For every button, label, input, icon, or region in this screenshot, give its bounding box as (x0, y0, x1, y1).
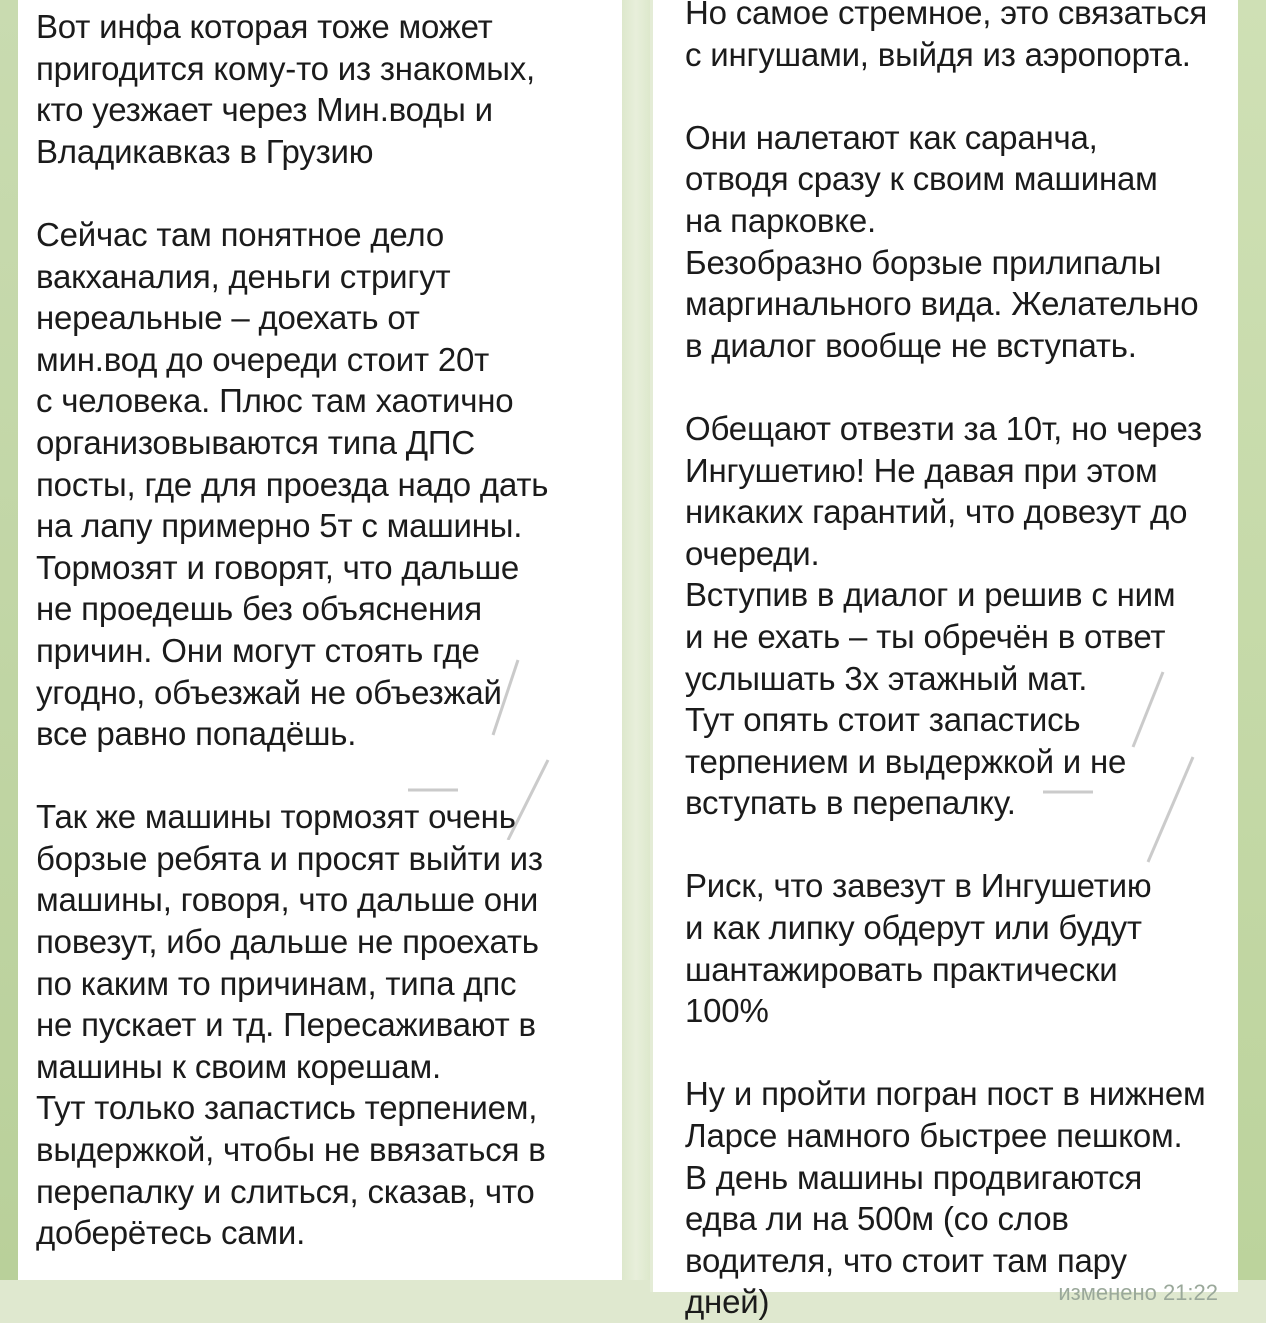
message-paragraph: Сейчас там понятное дело вакханалия, деньги стригут нереальные – доехать от мин.вод до очереди стоит 20т с человека. Плюс там хаотично организовываются типа ДПС посты, где для проезда надо дать на лапу примерно 5т с машины. Тормозят и говорят, что дальше не проедешь без объяснения причин. Они могут стоять где угодно, объезжай не объезжай все равно попадёшь. (36, 215, 549, 753)
message-paragraph: Вот инфа которая тоже может пригодится кому-то из знакомых, кто уезжает через Мин.воды и Владикавказ в Грузию (36, 8, 536, 170)
message-paragraph: Так же машины тормозят очень борзые ребята и просят выйти из машины, говоря, что дальше они повезут, ибо дальше не проехать по каким то причинам, типа дпс не пускает и тд. Пересаживают в машины к своим корешам. Тут только запастись терпением, выдержкой, чтобы не ввязаться в перепалку и слиться, сказав, что доберётесь сами. (36, 798, 546, 1252)
message-edited-timestamp: изменено 21:22 (1058, 1280, 1218, 1305)
message-paragraph: Риск, что завезут в Ингушетию и как липку обдерут или будут шантажировать практически 100% (685, 867, 1152, 1030)
message-paragraph: Но самое стремное, это связаться с ингушами, выйдя из аэропорта. (685, 0, 1207, 73)
chat-wallpaper-right (1234, 0, 1266, 1280)
message-paragraph: Они налетают как саранча, отводя сразу к своим машинам на парковке. Безобразно борзые прилипалы маргинального вида. Желательно в диалог вообще не вступать. (685, 118, 1199, 364)
screenshot-divider (622, 0, 650, 1280)
message-paragraph: Обещают отвезти за 10т, но через Ингушетию! Не давая при этом никаких гарантий, что довезут до очереди. Вступив в диалог и решив с ним и не ехать – ты обречён в ответ услышать 3х этажный мат. Тут опять стоит запастись терпением и выдержкой и не вступать в перепалку. (685, 409, 1202, 822)
message-bubble-left[interactable] (18, 0, 622, 1280)
message-bubble-right[interactable] (650, 0, 1238, 1321)
message-paragraph: Ну и пройти погран пост в нижнем Ларсе намного быстрее пешком. В день машины продвигаются едва ли на 500м (со слов водителя, что стоит там пару дней) (685, 1075, 1206, 1321)
